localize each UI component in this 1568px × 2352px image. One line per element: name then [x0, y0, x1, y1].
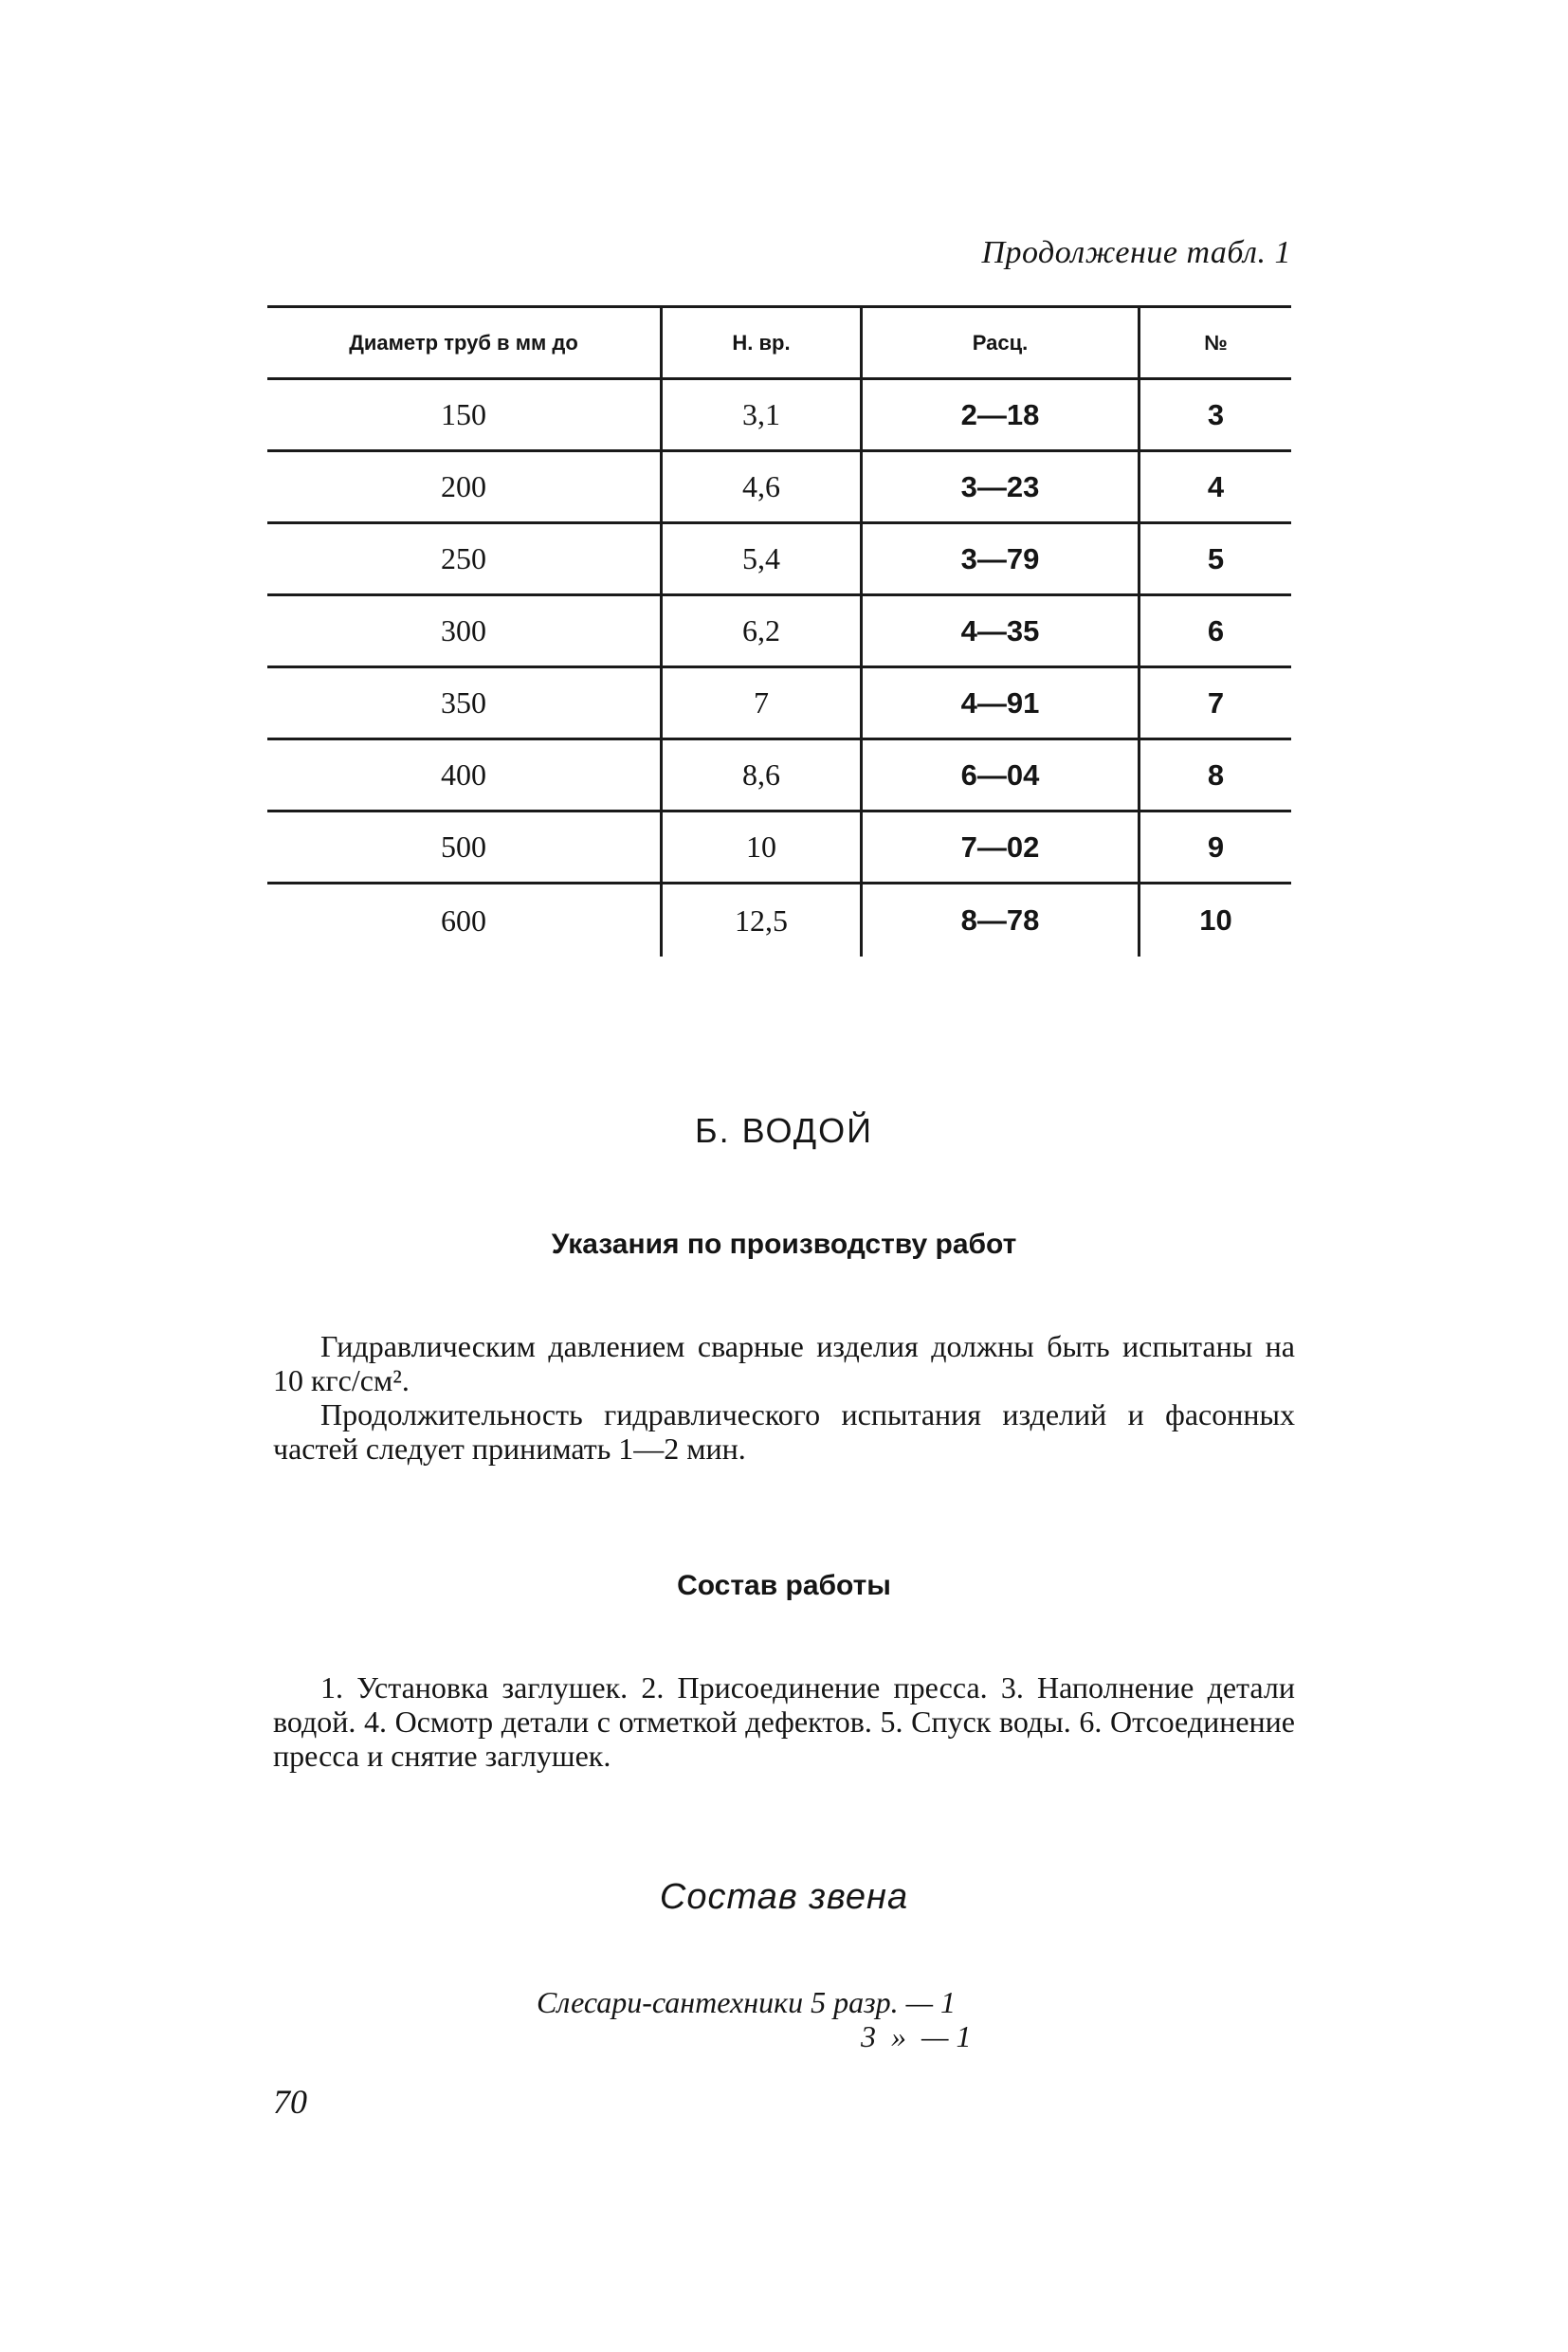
cell-diameter: 600: [441, 903, 486, 938]
column-header-rate: Расц.: [860, 308, 1138, 377]
table-row: [267, 380, 1291, 452]
cell-rate: 6—04: [860, 740, 1138, 810]
cell-time-norm: 10: [660, 812, 860, 882]
work-composition-heading: Состав работы: [677, 1570, 891, 1601]
page-number: 70: [273, 2083, 307, 2121]
instructions-heading: Указания по производству работ: [551, 1229, 1017, 1260]
table-row: [267, 884, 1291, 957]
cell-diameter: 250: [441, 541, 486, 575]
cell-rate: 3—79: [860, 524, 1138, 593]
cell-diameter: 300: [441, 613, 486, 647]
cell-time-norm: 5,4: [660, 524, 860, 593]
table-row: [267, 812, 1291, 884]
cell-time-norm: 4,6: [660, 452, 860, 521]
table-row: [267, 740, 1291, 812]
cell-rate: 7—02: [860, 812, 1138, 882]
cell-diameter: 200: [441, 469, 486, 503]
section-title: Б. ВОДОЙ: [695, 1111, 873, 1150]
cell-rate: 2—18: [860, 380, 1138, 449]
cell-time-norm: 6,2: [660, 596, 860, 665]
cell-number: 5: [1138, 524, 1291, 593]
cell-number: 7: [1138, 668, 1291, 738]
cell-number: 3: [1138, 380, 1291, 449]
cell-time-norm: 8,6: [660, 740, 860, 810]
table-row: [267, 524, 1291, 596]
table-row: [267, 596, 1291, 668]
cell-rate: 8—78: [860, 884, 1138, 957]
crew-line-grade-5: Слесари-сантехники 5 разр. — 1: [537, 1985, 957, 2019]
cell-number: 9: [1138, 812, 1291, 882]
cell-number: 10: [1138, 884, 1291, 957]
table-header-row: [267, 308, 1291, 380]
cell-diameter: 350: [441, 685, 486, 720]
table-continuation-label: Продолжение табл. 1: [981, 235, 1291, 270]
cell-number: 6: [1138, 596, 1291, 665]
cell-number: 4: [1138, 452, 1291, 521]
cell-time-norm: 12,5: [660, 884, 860, 957]
cell-rate: 3—23: [860, 452, 1138, 521]
column-header-number: №: [1138, 308, 1291, 377]
crew-composition-heading: Состав звена: [659, 1877, 909, 1917]
cell-diameter: 500: [441, 830, 486, 864]
cell-time-norm: 3,1: [660, 380, 860, 449]
work-composition-text: 1. Установка заглушек. 2. Присоединение пресса. 3. Наполнение детали водой. 4. Осмотр детали с отметкой дефектов. 5. Спуск воды. 6. Отсоединение пресса и снятие заглушек.: [273, 1670, 1295, 1773]
cell-number: 8: [1138, 740, 1291, 810]
table-row: [267, 668, 1291, 740]
instructions-paragraph-duration: Продолжительность гидравлического испытания изделий и фасонных частей следует принимать 1—2 мин.: [273, 1397, 1295, 1466]
column-header-diameter: Диаметр труб в мм до: [349, 330, 578, 355]
cell-rate: 4—35: [860, 596, 1138, 665]
instructions-paragraph-pressure: Гидравлическим давлением сварные изделия должны быть испытаны на 10 кгс/см².: [273, 1329, 1295, 1397]
norms-table: [267, 305, 1291, 957]
cell-time-norm: 7: [660, 668, 860, 738]
crew-line-grade-3: 3 » — 1: [861, 2019, 972, 2053]
cell-diameter: 400: [441, 757, 486, 792]
column-header-time-norm: Н. вр.: [660, 308, 860, 377]
cell-diameter: 150: [441, 397, 486, 431]
cell-rate: 4—91: [860, 668, 1138, 738]
table-row: [267, 452, 1291, 524]
